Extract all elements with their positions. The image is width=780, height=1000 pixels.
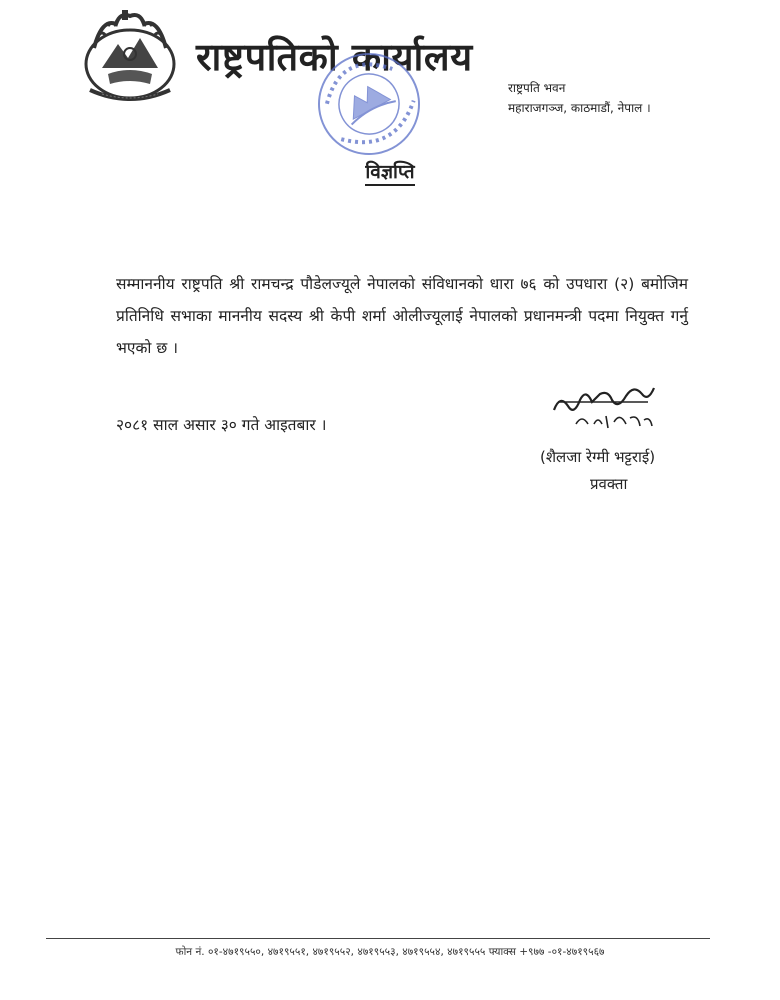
footer-contact: फोन नं. ०१-४७१९५५०, ४७१९५५१, ४७१९५५२, ४७१९५५३, ४७१९५५४, ४७१९५५५ फ्याक्स +९७७ -०१-४७१९५६७ (175, 946, 605, 958)
notice-date: २०८१ साल असार ३० गते आइतबार । (116, 416, 327, 434)
office-seal-stamp-icon (304, 44, 434, 164)
notice-body: सम्माननीय राष्ट्रपति श्री रामचन्द्र पौडेलज्यूले नेपालको संविधानको धारा ७६ को उपधारा (२) बमोजिम प्रतिनिधि सभाका माननीय सदस्य श्री केपी शर्मा ओलीज्यूलाई नेपालको प्रधानमन्त्री पदमा नियुक्त गर्नु भएको छ । (116, 275, 688, 357)
notice-heading (0, 158, 780, 184)
nepal-emblem-icon (72, 8, 188, 108)
signatory-designation: प्रवक्ता (590, 475, 628, 493)
office-address (508, 78, 651, 118)
footer-divider (46, 938, 710, 939)
address-line-2: महाराजगञ्ज, काठमाडौं, नेपाल । (508, 101, 651, 115)
handwritten-signature-icon (548, 372, 660, 432)
office-title: राष्ट्रपतिको कार्यालय (196, 35, 473, 79)
notice-heading-text: विज्ञप्ति (365, 161, 414, 186)
signatory-name: (शैलजा रेग्मी भट्टराई) (540, 448, 656, 466)
address-line-1: राष्ट्रपति भवन (508, 81, 566, 95)
